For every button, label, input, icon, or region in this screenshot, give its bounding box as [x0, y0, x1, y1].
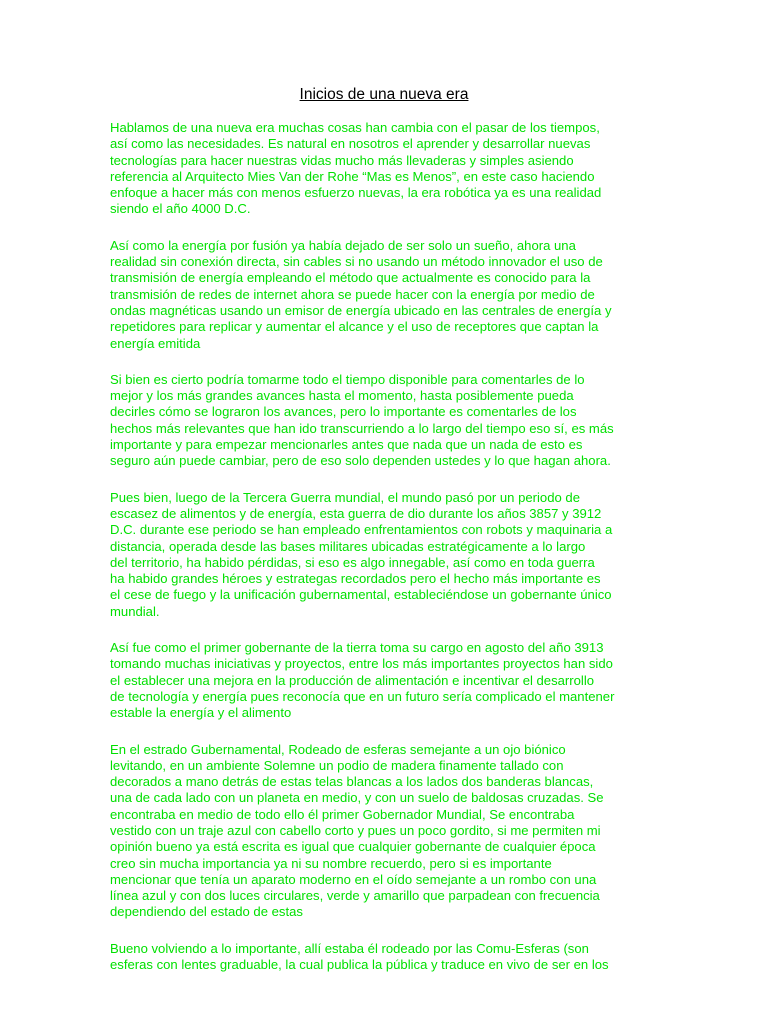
text-line: transmisión de energía empleando el método que actualmente es conocido para la	[110, 270, 591, 286]
text-line: Así como la energía por fusión ya había dejado de ser solo un sueño, ahora una	[110, 237, 576, 253]
document-title: Inicios de una nueva era	[299, 86, 469, 103]
text-line: referencia al Arquitecto Mies Van der Rohe “Mas es Menos”, en este caso haciendo	[110, 168, 595, 184]
text-line: En el estrado Gubernamental, Rodeado de esferas semejante a un ojo biónico	[110, 741, 566, 757]
text-line: enfoque a hacer más con menos esfuerzo nuevas, la era robótica ya es una realidad	[110, 185, 602, 201]
text-line: tomando muchas iniciativas y proyectos, entre los más importantes proyectos han sido	[110, 656, 613, 672]
text-line: D.C. durante ese periodo se han empleado enfrentamientos con robots y maquinaria a	[110, 522, 613, 538]
text-line: mencionar que tenía un aparato moderno en el oído semejante a un rombo con una	[110, 871, 597, 887]
paragraph-4	[110, 490, 670, 620]
text-line: el cese de fuego y la unificación gubernamental, estableciéndose un gobernante único	[110, 587, 612, 603]
text-line: ha habido grandes héroes y estrategas recordados pero el hecho más importante es	[110, 571, 601, 587]
text-line: una de cada lado con un planeta en medio, y con un suelo de baldosas cruzadas. Se	[110, 790, 604, 806]
text-line: energía emitida	[110, 335, 201, 351]
text-line: siendo el año 4000 D.C.	[110, 201, 251, 217]
paragraph-6	[110, 742, 670, 921]
text-line: decirles cómo se lograron los avances, pero lo importante es comentarles de los	[110, 404, 577, 420]
paragraph-3	[110, 372, 670, 470]
text-line: decorados a mano detrás de estas telas blancas a los lados dos banderas blancas,	[110, 774, 594, 790]
paragraph-1	[110, 120, 670, 218]
text-line: de tecnología y energía pues reconocía que en un futuro sería complicado el mantener	[110, 688, 615, 704]
document-body	[110, 120, 670, 993]
text-line: estable la energía y el alimento	[110, 705, 292, 721]
text-line: dependiendo del estado de estas	[110, 904, 303, 920]
text-line: levitando, en un ambiente Solemne un podio de madera finamente tallado con	[110, 757, 564, 773]
text-line: Bueno volviendo a lo importante, allí estaba él rodeado por las Comu-Esferas (son	[110, 940, 589, 956]
text-line: así como las necesidades. Es natural en nosotros el aprender y desarrollar nuevas	[110, 136, 591, 152]
text-line: vestido con un traje azul con cabello corto y pues un poco gordito, si me permiten mi	[110, 822, 601, 838]
text-line: del territorio, ha habido pérdidas, si eso es algo innegable, así como en toda guerra	[110, 554, 595, 570]
text-line: Así fue como el primer gobernante de la tierra toma su cargo en agosto del año 3913	[110, 640, 604, 656]
text-line: esferas con lentes graduable, la cual publica la pública y traduce en vivo de ser en los	[110, 957, 609, 973]
text-line: Pues bien, luego de la Tercera Guerra mundial, el mundo pasó por un periodo de	[110, 489, 580, 505]
text-line: el establecer una mejora en la producción de alimentación e incentivar el desarrollo	[110, 672, 595, 688]
paragraph-7	[110, 941, 670, 974]
text-line: ondas magnéticas usando un emisor de energía ubicado en las centrales de energía y	[110, 302, 612, 318]
text-line: distancia, operada desde las bases militares ubicadas estratégicamente a lo largo	[110, 538, 586, 554]
text-line: Si bien es cierto podría tomarme todo el tiempo disponible para comentarles de lo	[110, 371, 585, 387]
text-line: creo sin mucha importancia ya ni su nombre recuerdo, pero si es importante	[110, 855, 552, 871]
paragraph-5	[110, 640, 670, 721]
text-line: importante y para empezar mencionarles antes que nada que un nada de esto es	[110, 437, 583, 453]
text-line: opinión bueno ya está escrita es igual que cualquier gobernante de cualquier época	[110, 839, 596, 855]
text-line: escasez de alimentos y de energía, esta guerra de dio durante los años 3857 y 3912	[110, 505, 602, 521]
text-line: encontraba en medio de todo ello él primer Gobernador Mundial, Se encontraba	[110, 806, 575, 822]
text-line: repetidores para replicar y aumentar el alcance y el uso de receptores que captan la	[110, 319, 599, 335]
text-line: mejor y los más grandes avances hasta el momento, hasta posiblemente pueda	[110, 388, 574, 404]
text-line: seguro aún puede cambiar, pero de eso solo dependen ustedes y lo que hagan ahora.	[110, 453, 611, 469]
text-line: hechos más relevantes que han ido transcurriendo a lo largo del tiempo eso sí, es más	[110, 420, 614, 436]
text-line: transmisión de redes de internet ahora se puede hacer con la energía por medio de	[110, 286, 595, 302]
text-line: mundial.	[110, 603, 160, 619]
text-line: realidad sin conexión directa, sin cables si no usando un método innovador el uso de	[110, 254, 603, 270]
text-line: tecnologías para hacer nuestras vidas mucho más llevaderas y simples asiendo	[110, 152, 574, 168]
paragraph-2	[110, 238, 670, 352]
text-line: línea azul y con dos luces circulares, verde y amarillo que parpadean con frecuencia	[110, 888, 600, 904]
text-line: Hablamos de una nueva era muchas cosas han cambia con el pasar de los tiempos,	[110, 120, 600, 135]
